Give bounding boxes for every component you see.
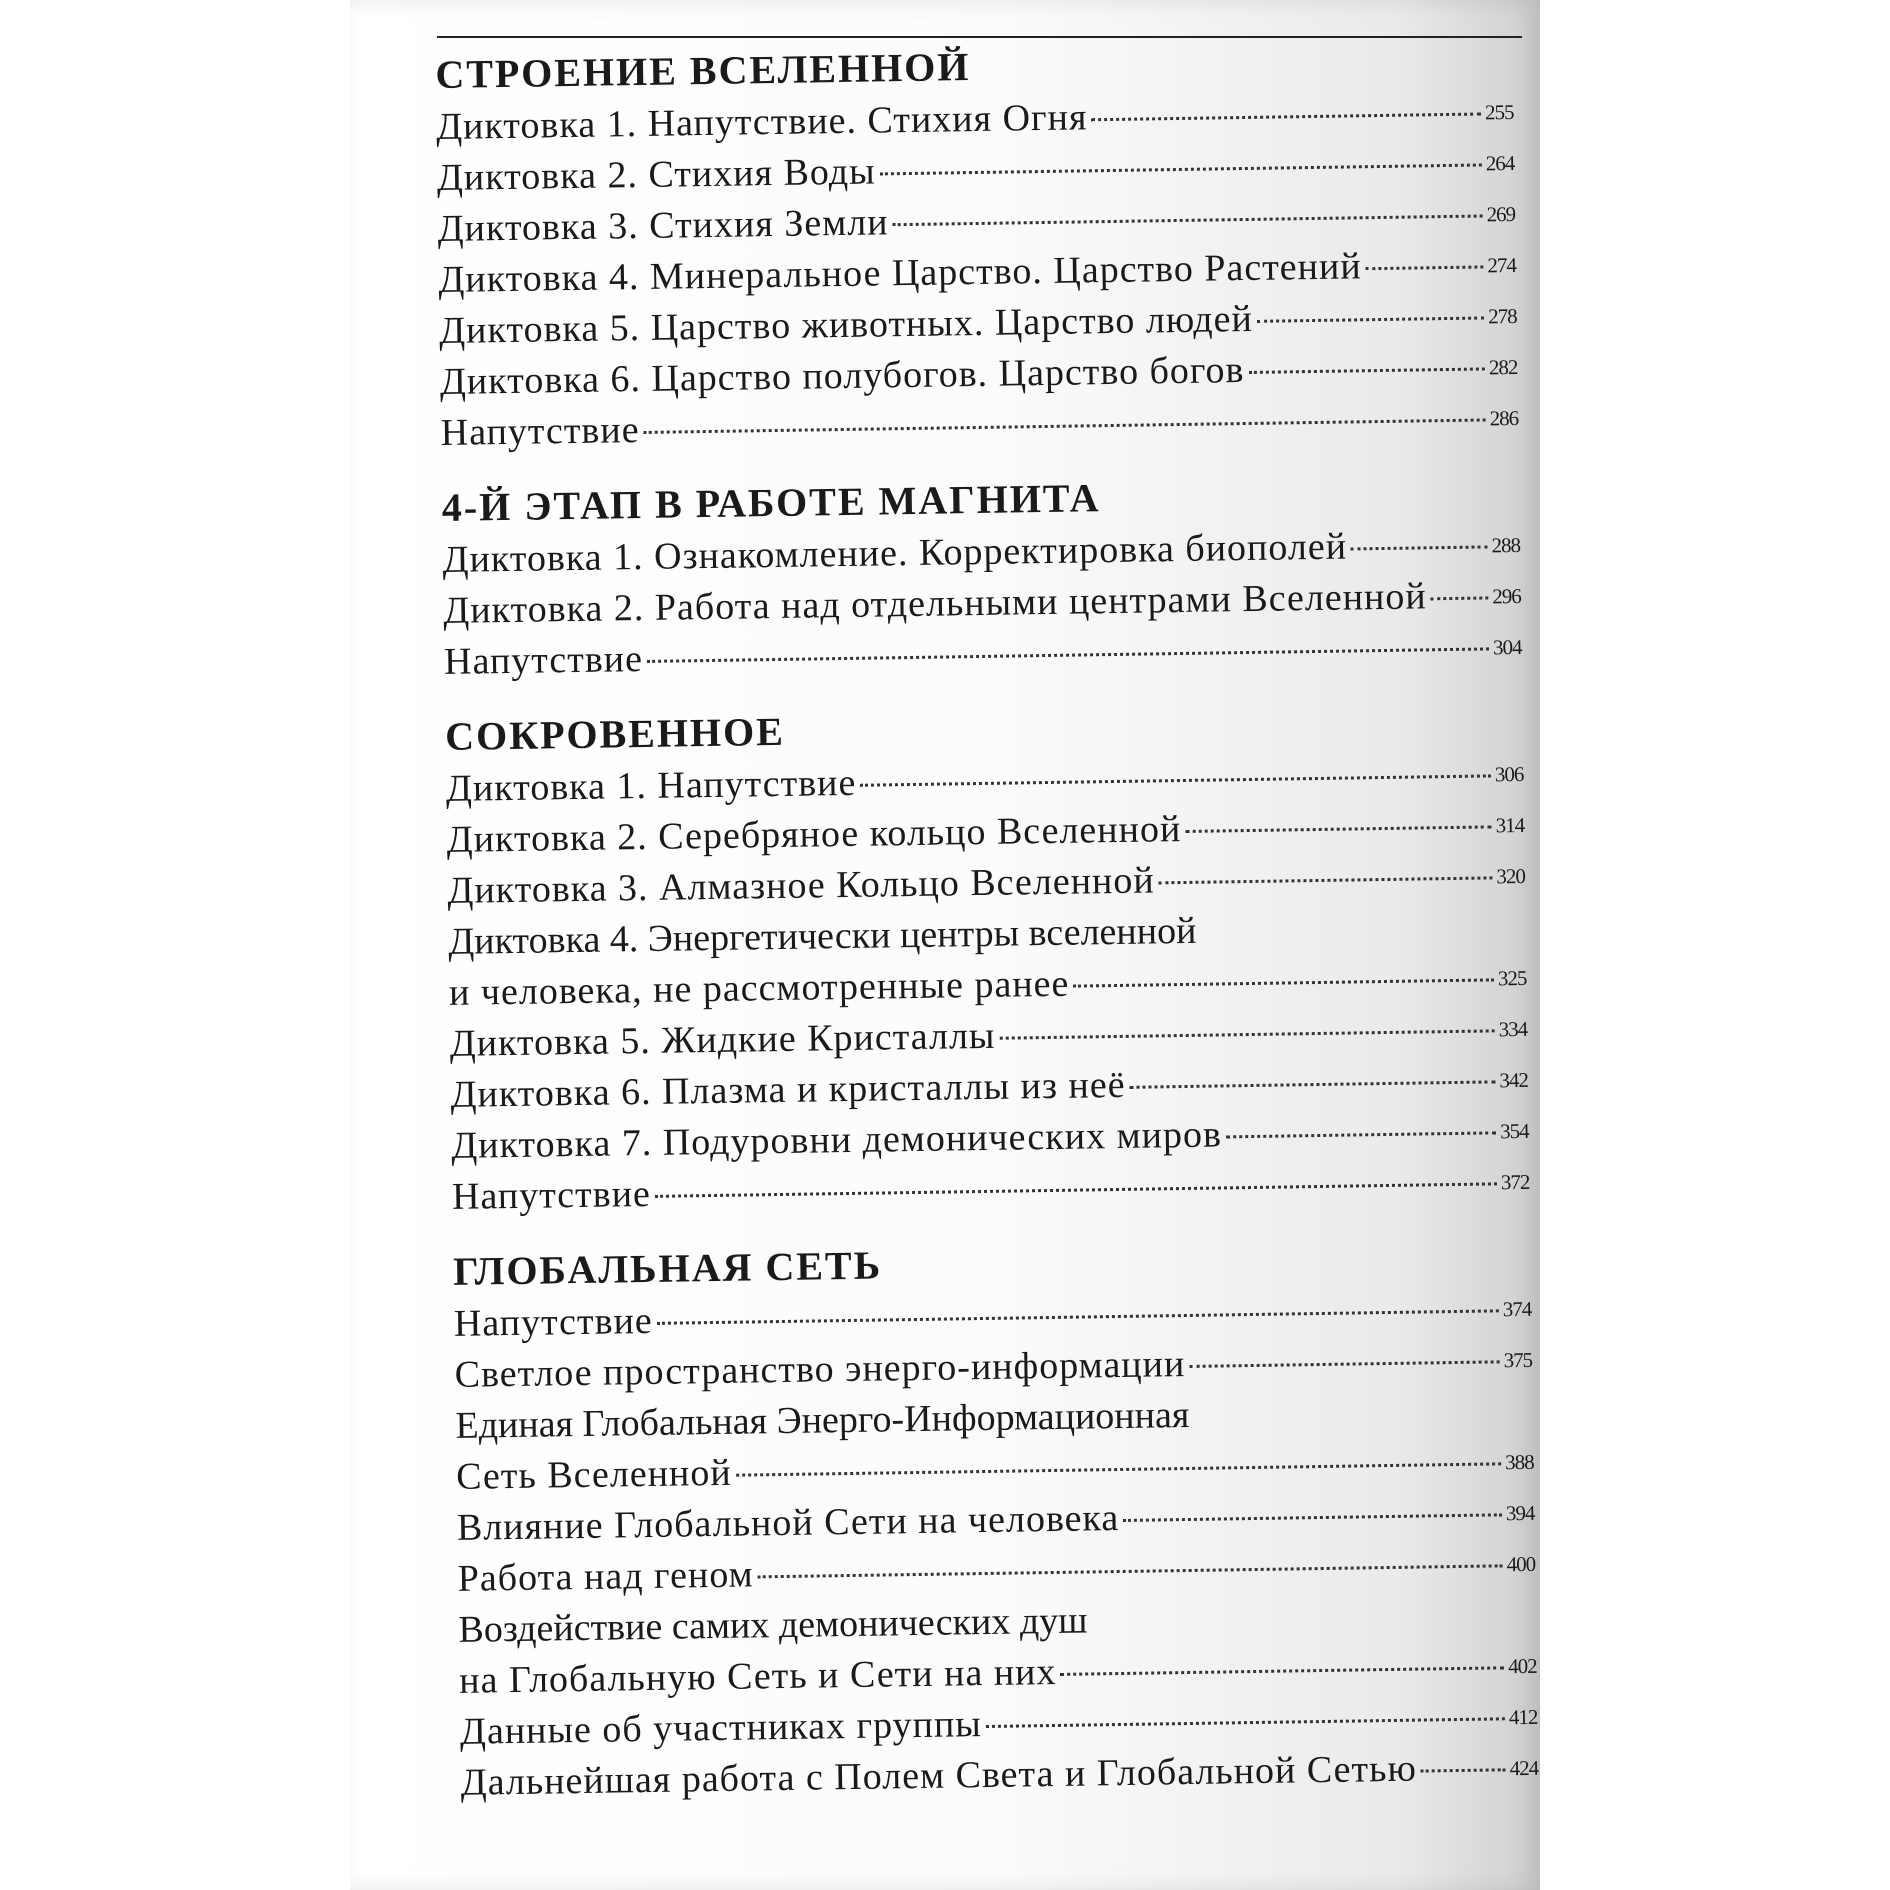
page-number: 296: [1492, 583, 1521, 609]
page-number: 264: [1485, 151, 1515, 176]
dot-leader: [657, 1309, 1499, 1324]
entry-title: Данные об участниках группы: [459, 1703, 983, 1753]
entry-title-line1: Воздействие самих демонических душ: [458, 1599, 1088, 1651]
entry-title: Напутствие: [453, 1299, 654, 1345]
entry-title-line1: Единая Глобальная Энерго-Информационная: [455, 1393, 1190, 1447]
dot-leader: [1248, 367, 1484, 374]
entry-title: на Глобальную Сеть и Сети на них: [458, 1650, 1057, 1702]
page-number: 374: [1502, 1296, 1532, 1322]
entry-title: Диктовка 1. Ознакомление. Корректировка биополей: [442, 525, 1348, 581]
dot-leader: [644, 418, 1486, 433]
dot-leader: [1159, 876, 1493, 884]
toc-section: [435, 32, 1519, 459]
section-heading: ГЛОБАЛЬНАЯ СЕТЬ: [452, 1242, 883, 1294]
entry-title-line1: Диктовка 4. Энергетически центры вселенной: [447, 909, 1197, 963]
dot-leader: [1091, 112, 1481, 121]
page-number: 288: [1491, 532, 1521, 558]
entry-title: Диктовка 3. Стихия Земли: [437, 201, 889, 250]
toc-entry[interactable]: [447, 901, 1527, 1019]
page-number: 400: [1506, 1551, 1536, 1577]
toc-entry[interactable]: [455, 1385, 1534, 1503]
dot-leader: [1185, 825, 1491, 833]
entry-title: Диктовка 3. Алмазное Кольцо Вселенной: [447, 859, 1155, 912]
page-number: 320: [1496, 863, 1526, 889]
page-number: 412: [1508, 1704, 1538, 1730]
entry-title: Напутствие: [451, 1172, 652, 1218]
dot-leader: [893, 214, 1483, 226]
dot-leader: [880, 163, 1482, 175]
entry-title: Влияние Глобальной Сети на человека: [456, 1497, 1120, 1549]
dot-leader: [1366, 265, 1484, 270]
toc-section: [441, 465, 1522, 688]
page-number: 304: [1492, 634, 1522, 660]
dot-leader: [1421, 1768, 1506, 1772]
entry-title: Диктовка 5. Жидкие Кристаллы: [449, 1014, 996, 1065]
page-number: 375: [1503, 1347, 1533, 1373]
entry-title: Диктовка 4. Минеральное Царство. Царство Растений: [438, 245, 1362, 301]
background-margin: [1540, 0, 1890, 1890]
page-number: 394: [1505, 1500, 1535, 1526]
entry-title: Диктовка 1. Напутствие: [445, 761, 857, 810]
page-number: 286: [1489, 405, 1519, 431]
dot-leader: [1130, 1080, 1496, 1088]
section-heading: 4-Й ЭТАП В РАБОТЕ МАГНИТА: [441, 475, 1101, 530]
entry-title: Диктовка 1. Напутствие. Стихия Огня: [435, 96, 1088, 148]
toc-section: [452, 1229, 1539, 1809]
page-number: 342: [1499, 1067, 1529, 1093]
page-number: 424: [1509, 1755, 1539, 1781]
toc-entry[interactable]: [458, 1589, 1537, 1707]
dot-leader: [1189, 1360, 1499, 1368]
dot-leader: [1351, 545, 1488, 550]
entry-title: и человека, не рассмотренные ранее: [448, 962, 1070, 1014]
entry-title: Диктовка 7. Подуровни демонических миров: [450, 1113, 1223, 1167]
page-number: 325: [1497, 965, 1527, 991]
section-heading: СОКРОВЕННОЕ: [444, 708, 786, 759]
page-number: 354: [1500, 1118, 1529, 1144]
entry-title: Диктовка 2. Серебряное кольцо Вселенной: [446, 808, 1182, 861]
entry-title: Дальнейшая работа с Полем Света и Глобальной Сетью: [460, 1747, 1418, 1804]
dot-leader: [1060, 1666, 1504, 1676]
page-number: 278: [1487, 303, 1517, 329]
entry-title: Диктовка 5. Царство животных. Царство людей: [438, 297, 1254, 352]
dot-leader: [1431, 596, 1489, 600]
entry-title: Диктовка 6. Царство полубогов. Царство богов: [439, 349, 1245, 403]
entry-title: Светлое пространство энерго-информации: [454, 1343, 1186, 1396]
dot-leader: [655, 1182, 1497, 1197]
page-number: 255: [1484, 100, 1514, 125]
page-number: 314: [1495, 812, 1525, 838]
dot-leader: [758, 1564, 1503, 1578]
book-page: [350, 0, 1540, 1890]
page-number: 388: [1504, 1449, 1534, 1475]
table-of-contents: [435, 32, 1539, 1831]
page-number: 402: [1507, 1653, 1537, 1679]
entry-title: Напутствие: [440, 409, 640, 454]
entry-title: Работа над геном: [457, 1553, 754, 1600]
page-number: 269: [1486, 201, 1516, 227]
page-number: 334: [1498, 1016, 1528, 1042]
page-number: 274: [1487, 252, 1517, 278]
entry-title: Напутствие: [443, 637, 644, 683]
dot-leader: [860, 774, 1491, 786]
entry-title: Диктовка 2. Работа над отдельными центрами Вселенной: [443, 575, 1427, 632]
dot-leader: [1226, 1131, 1496, 1138]
page-number: 372: [1500, 1169, 1530, 1195]
section-heading: СТРОЕНИЕ ВСЕЛЕННОЙ: [435, 44, 971, 97]
entry-title: Диктовка 6. Плазма и кристаллы из неё: [450, 1063, 1126, 1116]
dot-leader: [647, 647, 1489, 662]
dot-leader: [1073, 978, 1494, 987]
toc-section: [444, 694, 1530, 1223]
page-number: 306: [1494, 761, 1524, 787]
dot-leader: [1257, 316, 1484, 322]
entry-title: Диктовка 2. Стихия Воды: [436, 150, 876, 199]
page-number: 282: [1488, 354, 1518, 380]
dot-leader: [986, 1717, 1505, 1728]
dot-leader: [1123, 1513, 1502, 1522]
dot-leader: [999, 1029, 1494, 1039]
dot-leader: [736, 1462, 1501, 1476]
entry-title: Сеть Вселенной: [455, 1451, 732, 1498]
